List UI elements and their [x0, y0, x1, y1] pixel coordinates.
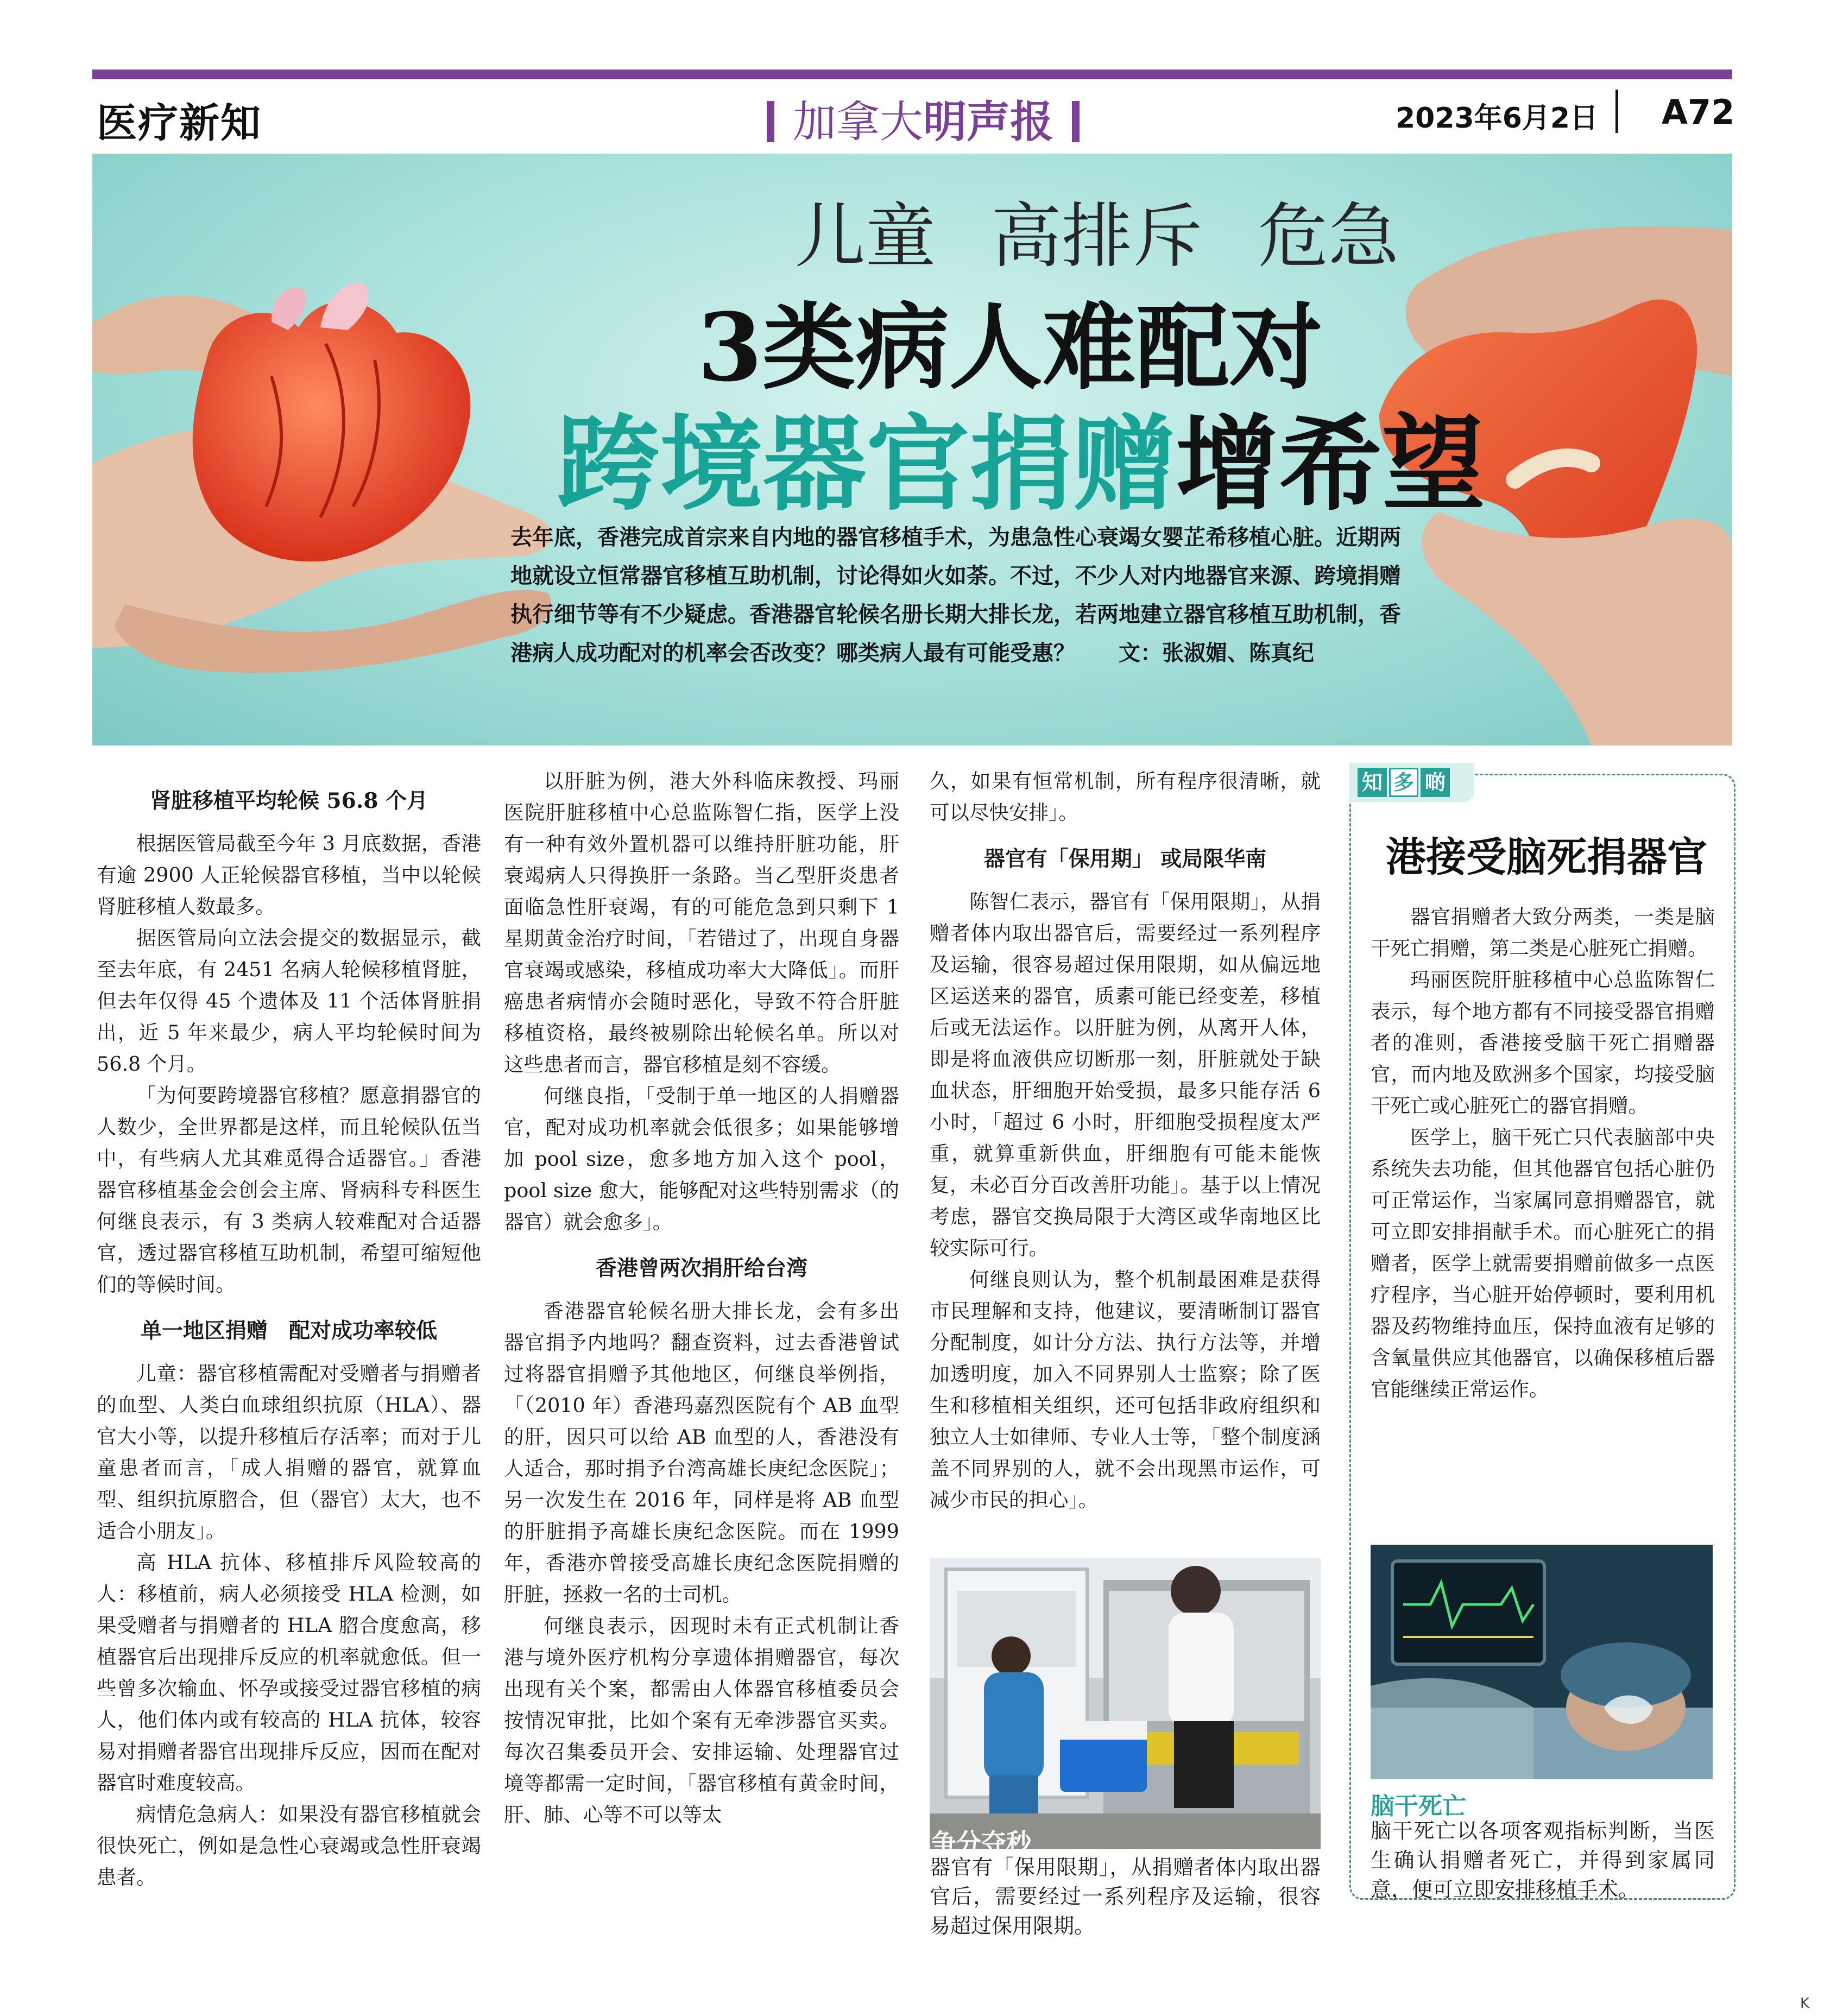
- hero-banner: [92, 154, 1732, 745]
- sidebar-tag-char: 多: [1389, 768, 1418, 797]
- hero-kicker: 儿童 高排斥 危急: [794, 195, 1399, 277]
- paragraph: 何继良指，「受制于单一地区的人捐赠器官，配对成功机率就会低很多；如果能够增加 pool size，愈多地方加入这个 pool，pool size 愈大，能够配对这些特别需求（的器官）就会愈多」。: [504, 1084, 899, 1234]
- paragraph: 病情危急病人：如果没有器官移植就会很快死亡，例如是急性心衰竭或急性肝衰竭患者。: [97, 1803, 481, 1889]
- byline: 文：张淑媚、陈真纪: [1119, 641, 1314, 666]
- header-rule: [92, 69, 1732, 79]
- patient-photo-caption: 脑干死亡以各项客观指标判断，当医生确认捐赠者死亡，并得到家属同意，便可立即安排移植手术。: [1371, 1819, 1715, 1901]
- paragraph: 儿童：器官移植需配对受赠者与捐赠者的血型、人类白血球组织抗原（HLA）、器官大小等，以提升移植后存活率；而对于儿童患者而言，「成人捐赠的器官，就算血型、组织抗原脗合，但（器官）太大，也不适合小朋友」。: [97, 1362, 481, 1543]
- paragraph: 据医管局向立法会提交的数据显示，截至去年底，有 2451 名病人轮候移植肾脏，但去年仅得 45 个遗体及 11 个活体肾脏捐出，近 5 年来最少，病人平均轮候时间为 56.8 个月。: [97, 926, 481, 1076]
- headline-teal: 跨境器官捐赠: [556, 403, 1176, 524]
- header-divider: [1615, 90, 1618, 133]
- masthead-bar-left: [767, 101, 774, 142]
- subheading-single-region: 单一地区捐赠 配对成功率较低: [140, 1318, 437, 1343]
- lead-paragraph: [510, 519, 1417, 673]
- paragraph: 何继良则认为，整个机制最困难是获得市民理解和支持，他建议，要清晰制订器官分配制度，如计分方法、执行方法等，并增加透明度，加入不同界别人士监察；除了医生和移植相关组织，还可包括非政府组织和独立人士如律师、专业人士等，「整个制度涵盖不同界别的人，就不会出现黑市运作，可减少市民的担心」。: [930, 1268, 1321, 1512]
- lead-text: 去年底，香港完成首宗来自内地的器官移植手术，为患急性心衰竭女婴芷希移植心脏。近期两地就设立恒常器官移植互助机制，讨论得如火如荼。不过，不少人对内地器官来源、跨境捐赠执行细节等有不少疑虑。香港器官轮候名册长期大排长龙，若两地建立器官移植互助机制，香港病人成功配对的机率会否改变？哪类病人最有可能受惠？: [510, 525, 1401, 666]
- paragraph: 陈智仁表示，器官有「保用限期」，从捐赠者体内取出器官后，需要经过一系列程序及运输，很容易超过保用限期，如从偏远地区运送来的器官，质素可能已经变差，移植后或无法运作。以肝脏为例，从离开人体，即是将血液供应切断那一刻，肝脏就处于缺血状态，肝细胞开始受损，最多只能存活 6 小时，「超过 6 小时，肝细胞受损程度太严重，就算重新供血，肝细胞有可能未能恢复，未必百分百改善肝功能」。基于以上情况考虑，器官交换局限于大湾区或华南地区比较实际可行。: [930, 890, 1321, 1260]
- paragraph: 玛丽医院肝脏移植中心总监陈智仁表示，每个地方都有不同接受器官捐赠者的准则，香港接受脑干死亡捐赠器官，而内地及欧洲多个国家，均接受脑干死亡或心脏死亡的器官捐赠。: [1371, 968, 1715, 1117]
- subheading-taiwan: 香港曾两次捐肝给台湾: [595, 1256, 807, 1281]
- paragraph: 高 HLA 抗体、移植排斥风险较高的人：移植前，病人必须接受 HLA 检测，如果受赠者与捐赠者的 HLA 脗合度愈高，移植器官后出现排斥反应的机率就愈低。但一些曾多次输血、怀孕或接受过器官移植的病人，他们体内或有较高的 HLA 抗体，较容易对捐赠者器官出现排斥反应，因而在配对器官时难度较高。: [97, 1551, 481, 1794]
- sidebar-title: 港接受脑死捐器官: [1386, 834, 1707, 881]
- ambulance-photo: [930, 1558, 1321, 1849]
- masthead-name: 明声报: [923, 97, 1053, 147]
- ambulance-photo-caption: 器官有「保用限期」，从捐赠者体内取出器官后，需要经过一系列程序及运输，很容易超过保用限期。: [930, 1855, 1321, 1938]
- paragraph: 以肝脏为例，港大外科临床教授、玛丽医院肝脏移植中心总监陈智仁指，医学上没有一种有效外置机器可以维持肝脏功能，肝衰竭病人只得换肝一条路。当乙型肝炎患者面临急性肝衰竭，有的可能危急到只剩下 1 星期黄金治疗时间，「若错过了，出现自身器官衰竭或感染，移植成功率大大降低」。而肝癌患者病情亦会随时恶化，导致不符合肝脏移植资格，最终被剔除出轮候名单。所以对这些患者而言，器官移植是刻不容缓。: [504, 769, 899, 1076]
- masthead-bar-right: [1072, 101, 1080, 142]
- masthead-prefix: 加拿大: [793, 97, 923, 147]
- patient-photo-title: 脑干死亡: [1371, 1792, 1466, 1820]
- subheading-kidney: 肾脏移植平均轮候 56.8 个月: [149, 788, 428, 813]
- article-column-1: [97, 779, 481, 1893]
- subheading-shelf-life: 器官有「保用期」 或局限华南: [983, 846, 1267, 871]
- headline-black: 增希望: [1176, 403, 1486, 524]
- article-column-2: [504, 766, 899, 1831]
- headline-line1: 3类病人难配对: [697, 292, 1323, 402]
- paragraph: 「为何要跨境器官移植？愿意捐器官的人数少，全世界都是这样，而且轮候队伍当中，有些病人尤其难觅得合适器官。」香港器官移植基金会创会主席、肾病科专科医生何继良表示，有 3 类病人较难配对合适器官，透过器官移植互助机制，希望可缩短他们的等候时间。: [97, 1084, 481, 1296]
- sidebar-tag-char: 啲: [1421, 768, 1450, 797]
- article-column-3: [930, 766, 1321, 1516]
- paragraph: 何继良表示，因现时未有正式机制让香港与境外医疗机构分享遗体捐赠器官，每次出现有关个案，都需由人体器官移植委员会按情况审批，比如个案有无牵涉器官买卖。每次召集委员开会、安排运输、处理器官过境等都需一定时间，「器官移植有黄金时间，肝、肺、心等不可以等太: [504, 1614, 899, 1827]
- paragraph: 久，如果有恒常机制，所有程序很清晰，就可以尽快安排」。: [930, 769, 1321, 824]
- ambulance-photo-image: [930, 1558, 1321, 1849]
- patient-photo: [1371, 1545, 1713, 1779]
- section-title: 医疗新知: [97, 100, 262, 147]
- patient-photo-image: [1371, 1545, 1713, 1779]
- paragraph: 器官捐赠者大致分两类，一类是脑干死亡捐赠，第二类是心脏死亡捐赠。: [1371, 905, 1715, 960]
- headline-line2: [326, 382, 1716, 530]
- sidebar-tag: [1358, 768, 1452, 811]
- page-number: A72: [1662, 92, 1735, 132]
- ambulance-photo-title: 争分夺秒: [931, 1828, 1031, 1857]
- paragraph: 香港器官轮候名册大排长龙，会有多出器官捐予内地吗？翻查资料，过去香港曾试过将器官捐赠予其他地区，何继良举例指，「（2010 年）香港玛嘉烈医院有个 AB 血型的肝，因只可以给 AB 血型的人，香港没有人适合，那时捐予台湾高雄长庚纪念医院」；另一次发生在 2016 年，同样是将 AB 血型的肝脏捐予高雄长庚纪念医院。而在 1999 年，香港亦曾接受高雄长庚纪念医院捐赠的肝脏，拯救一名的士司机。: [504, 1299, 899, 1606]
- corner-mark: K: [1800, 1995, 1810, 2012]
- sidebar-body: [1371, 901, 1715, 1405]
- paragraph: 根据医管局截至今年 3 月底数据，香港有逾 2900 人正轮候器官移植，当中以轮候肾脏移植人数最多。: [97, 832, 481, 918]
- paragraph: 医学上，脑干死亡只代表脑部中央系统失去功能，但其他器官包括心脏仍可正常运作，当家属同意捐赠器官，就可立即安排捐献手术。而心脏死亡的捐赠者，医学上就需要捐赠前做多一点医疗程序，当心脏开始停顿时，要利用机器及药物维持血压，保持血液有足够的含氧量供应其他器官，以确保移植后器官能继续正常运作。: [1371, 1126, 1715, 1401]
- sidebar-tag-char: 知: [1358, 768, 1387, 797]
- issue-date: 2023年6月2日: [1396, 102, 1599, 135]
- masthead: [739, 87, 1108, 149]
